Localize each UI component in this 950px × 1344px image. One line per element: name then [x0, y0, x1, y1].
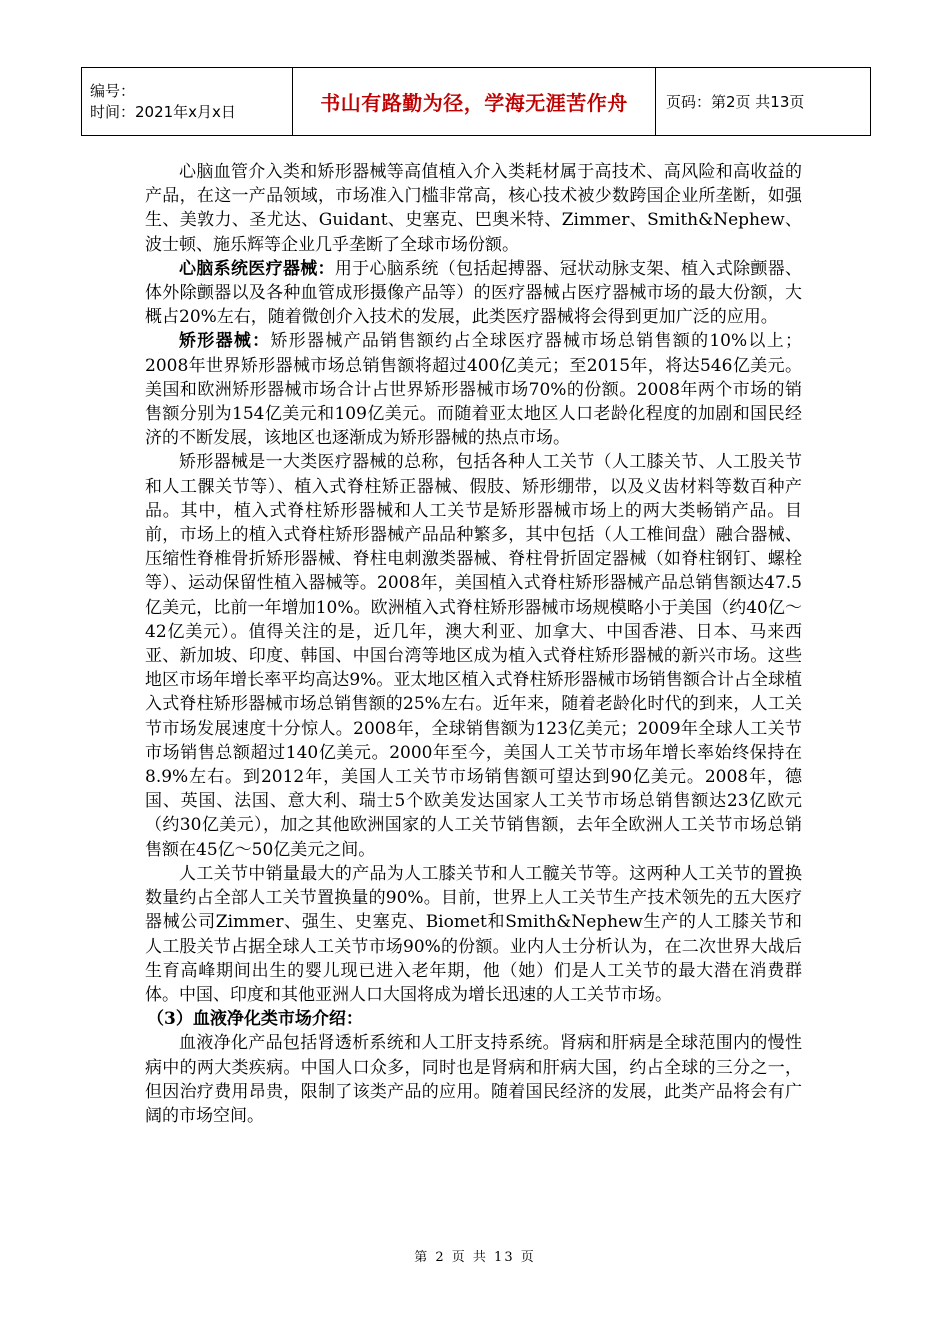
- paragraph-high-value-consumables: 心脑血管介入类和矫形器械等高值植入介入类耗材属于高技术、高风险和高收益的产品，在这一产品领域，市场准入门槛非常高，核心技术被少数跨国企业所垄断，如强生、美敦力、圣尤达、Guidant、史塞克、巴奥米特、Zimmer、Smith&Nephew、波士顿、施乐辉等企业几乎垄断了全球市场份额。: [145, 162, 802, 255]
- paragraph-body-text: 矫形器械产品销售额约占全球医疗器械市场总销售额的10%以上；2008年世界矫形器械市场总销售额将超过400亿美元；至2015年，将达546亿美元。美国和欧洲矫形器械市场合计占世界矫形器械市场70%的份额。2008年两个市场的销售额分别为154亿美元和109亿美元。而随着亚太地区人口老龄化程度的加剧和国民经济的不断发展，该地区也逐渐成为矫形器械的热点市场。: [145, 331, 803, 449]
- page-header: [81, 67, 871, 136]
- document-date-label: 时间：2021年x月x日: [90, 102, 236, 121]
- header-motto: 书山有路勤为径，学海无涯苦作舟: [320, 91, 628, 115]
- paragraph-artificial-joints: 人工关节中销量最大的产品为人工膝关节和人工髋关节等。这两种人工关节的置换数量约占全部人工关节置换量的90%。目前，世界上人工关节生产技术领先的五大医疗器械公司Zimmer、强生、史塞克、Biomet和Smith&Nephew生产的人工膝关节和人工股关节占据全球人工关节市场90%的份额。业内人士分析认为，在二次世界大战后生育高峰期间出生的婴儿现已进入老年期，他（她）们是人工关节的最大潜在消费群体。中国、印度和其他亚洲人口大国将成为增长迅速的人工关节市场。: [145, 863, 802, 1005]
- header-page-cell: [656, 68, 871, 136]
- paragraph-cardio-devices: [145, 257, 802, 330]
- document-body: [145, 160, 802, 1128]
- header-page-info: 页码：第2页 共13页: [666, 93, 805, 111]
- section-heading-blood-purification: （3）血液净化类市场介绍：: [147, 1009, 363, 1030]
- paragraph-orthopedic-devices: [145, 329, 802, 450]
- paragraph-orthopedic-market-detail: 矫形器械是一大类医疗器械的总称，包括各种人工关节（人工膝关节、人工股关节和人工髁关节等）、植入式脊柱矫正器械、假肢、矫形绷带，以及义齿材料等数百种产品。其中，植入式脊柱矫形器械和人工关节是矫形器械市场上的两大类畅销产品。目前，市场上的植入式脊柱矫形器械产品品种繁多，其中包括（人工椎间盘）融合器械、压缩性脊椎骨折矫形器械、脊柱电刺激类器械、脊柱骨折固定器械（如脊柱钢钉、螺栓等）、运动保留性植入器械等。2008年，美国植入式脊柱矫形器械产品总销售额达47.5亿美元，比前一年增加10%。欧洲植入式脊柱矫形器械市场规模略小于美国（约40亿～42亿美元）。值得关注的是，近几年，澳大利亚、加拿大、中国香港、日本、马来西亚、新加坡、印度、韩国、中国台湾等地区成为植入式脊柱矫形器械的新兴市场。这些地区市场年增长率平均高达9%。亚太地区植入式脊柱矫形器械市场销售额合计占全球植入式脊柱矫形器械市场总销售额的25%左右。近年来，随着老龄化时代的到来，人工关节市场发展速度十分惊人。2008年，全球销售额为123亿美元；2009年全球人工关节市场销售总额超过140亿美元。2000年至今，美国人工关节市场年增长率始终保持在8.9%左右。到2012年，美国人工关节市场销售额可望达到90亿美元。2008年，德国、英国、法国、意大利、瑞士5个欧美发达国家人工关节市场总销售额达23亿欧元（约30亿美元），加之其他欧洲国家的人工关节销售额，去年全欧洲人工关节市场总销售额在45亿～50亿美元之间。: [145, 452, 802, 860]
- header-meta-cell: [82, 68, 293, 136]
- paragraph-blood-purification: 血液净化产品包括肾透析系统和人工肝支持系统。肾病和肝病是全球范围内的慢性病中的两大类疾病。中国人口众多，同时也是肾病和肝病大国，约占全球的三分之一，但因治疗费用昂贵，限制了该类产品的应用。随着国民经济的发展，此类产品将会有广阔的市场空间。: [145, 1033, 802, 1126]
- paragraph-body-text: 用于心脑系统（包括起搏器、冠状动脉支架、植入式除颤器、体外除颤器以及各种血管成形摄像产品等）的医疗器械占医疗器械市场的最大份额，大概占20%左右，随着微创介入技术的发展，此类医疗器械将会得到更加广泛的应用。: [145, 258, 803, 328]
- paragraph-lead-term: 矫形器械：: [179, 331, 271, 352]
- header-motto-cell: [293, 68, 656, 136]
- document-number-label: 编号：: [90, 81, 136, 100]
- paragraph-lead-term: 心脑系统医疗器械：: [179, 258, 335, 279]
- page-footer: 第 2 页 共 13 页: [414, 1250, 536, 1265]
